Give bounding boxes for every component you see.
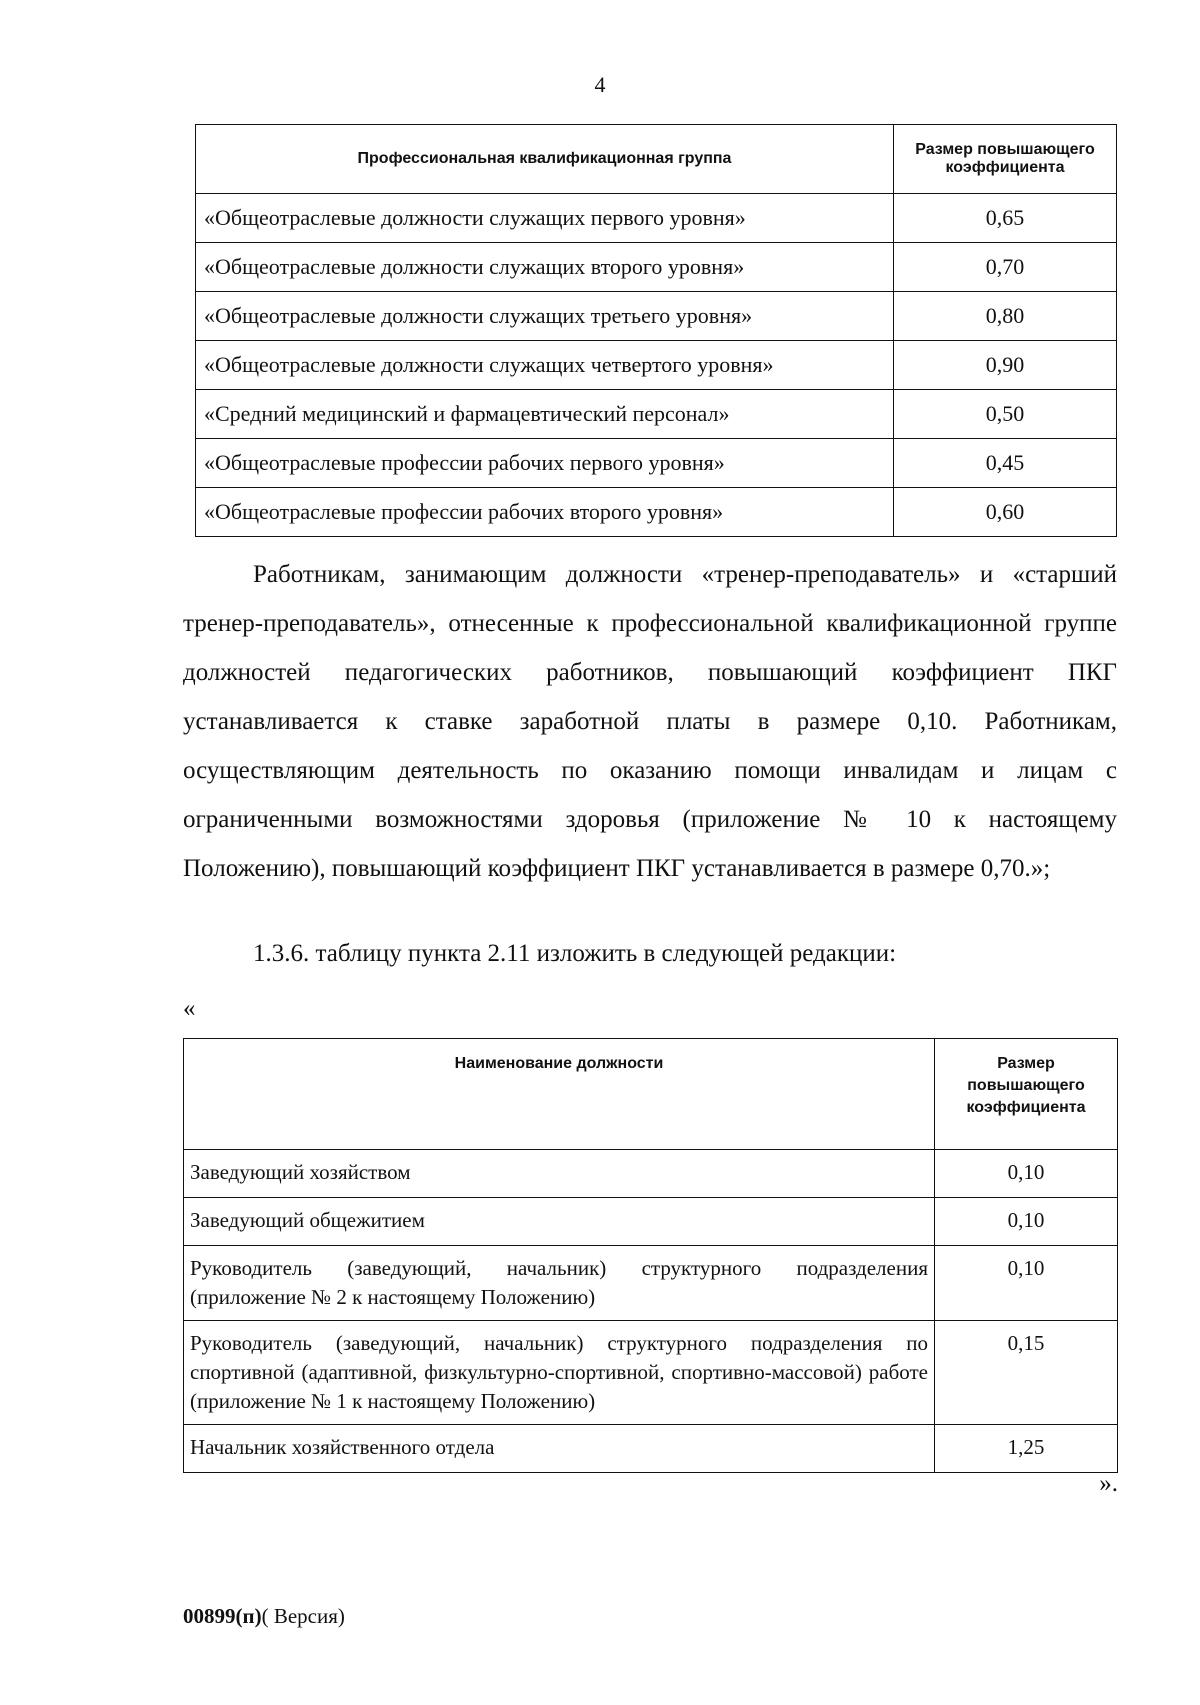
header-coef: Размер повышающего коэффициента — [935, 1039, 1118, 1150]
table-row — [196, 439, 1117, 488]
group-cell: «Общеотраслевые должности служащих второго уровня» — [196, 243, 894, 292]
coef-cell: 0,50 — [894, 390, 1117, 439]
table-row — [196, 390, 1117, 439]
table-row — [184, 1321, 1118, 1425]
position-cell: Заведующий хозяйством — [184, 1150, 935, 1198]
coef-cell: 0,15 — [935, 1321, 1118, 1425]
header-group: Профессиональная квалификационная группа — [196, 125, 894, 194]
open-quote: « — [183, 995, 196, 1022]
footer-version: ( Версия) — [261, 1604, 345, 1628]
group-cell: «Общеотраслевые должности служащих третьего уровня» — [196, 292, 894, 341]
coef-cell: 1,25 — [935, 1425, 1118, 1473]
group-cell: «Общеотраслевые профессии рабочих первого уровня» — [196, 439, 894, 488]
position-coefficient-table — [183, 1038, 1118, 1473]
coef-cell: 0,10 — [935, 1246, 1118, 1321]
position-cell: Руководитель (заведующий, начальник) структурного подразделения по спортивной (адаптивной, физкультурно-спортивной, спортивно-массовой) работе (приложение № 1 к настоящему Положению) — [184, 1321, 935, 1425]
footer-code: 00899(п) — [183, 1604, 262, 1628]
coef-cell: 0,90 — [894, 341, 1117, 390]
coef-cell: 0,45 — [894, 439, 1117, 488]
group-cell: «Общеотраслевые профессии рабочих второго уровня» — [196, 488, 894, 537]
position-cell: Начальник хозяйственного отдела — [184, 1425, 935, 1473]
table-row — [196, 194, 1117, 243]
table-row — [196, 243, 1117, 292]
body-paragraph: Работникам, занимающим должности «тренер-преподаватель» и «старший тренер-преподаватель», отнесенные к профессиональной квалификационной группе должностей педагогических работников, повышающий коэффициент ПКГ устанавливается к ставке заработной платы в размере 0,10. Работникам, осуществляющим деятельность по оказанию помощи инвалидам и лицам с ограниченными возможностями здоровья (приложение № 10 к настоящему Положению), повышающий коэффициент ПКГ устанавливается в размере 0,70.»; — [183, 561, 1117, 882]
header-position: Наименование должности — [184, 1039, 935, 1150]
table-row — [196, 488, 1117, 537]
table-row — [196, 341, 1117, 390]
item-text: 1.3.6. таблицу пункта 2.11 изложить в следующей редакции: — [253, 940, 897, 967]
table-header-row — [184, 1039, 1118, 1150]
table-row — [184, 1425, 1118, 1473]
table-row — [184, 1198, 1118, 1246]
position-cell: Руководитель (заведующий, начальник) структурного подразделения (приложение № 2 к настоящему Положению) — [184, 1246, 935, 1321]
close-quote: ». — [1099, 1470, 1118, 1497]
coef-cell: 0,60 — [894, 488, 1117, 537]
qualification-group-table — [195, 124, 1117, 537]
coef-cell: 0,70 — [894, 243, 1117, 292]
coef-cell: 0,10 — [935, 1198, 1118, 1246]
coef-cell: 0,80 — [894, 292, 1117, 341]
coef-cell: 0,65 — [894, 194, 1117, 243]
header-coef: Размер повышающего коэффициента — [894, 125, 1117, 194]
table-row — [196, 292, 1117, 341]
page-number: 4 — [594, 72, 606, 97]
group-cell: «Общеотраслевые должности служащих первого уровня» — [196, 194, 894, 243]
table-row — [184, 1150, 1118, 1198]
group-cell: «Средний медицинский и фармацевтический персонал» — [196, 390, 894, 439]
footer — [183, 1604, 345, 1629]
position-cell: Заведующий общежитием — [184, 1198, 935, 1246]
table-row — [184, 1246, 1118, 1321]
group-cell: «Общеотраслевые должности служащих четвертого уровня» — [196, 341, 894, 390]
table-header-row — [196, 125, 1117, 194]
coef-cell: 0,10 — [935, 1150, 1118, 1198]
